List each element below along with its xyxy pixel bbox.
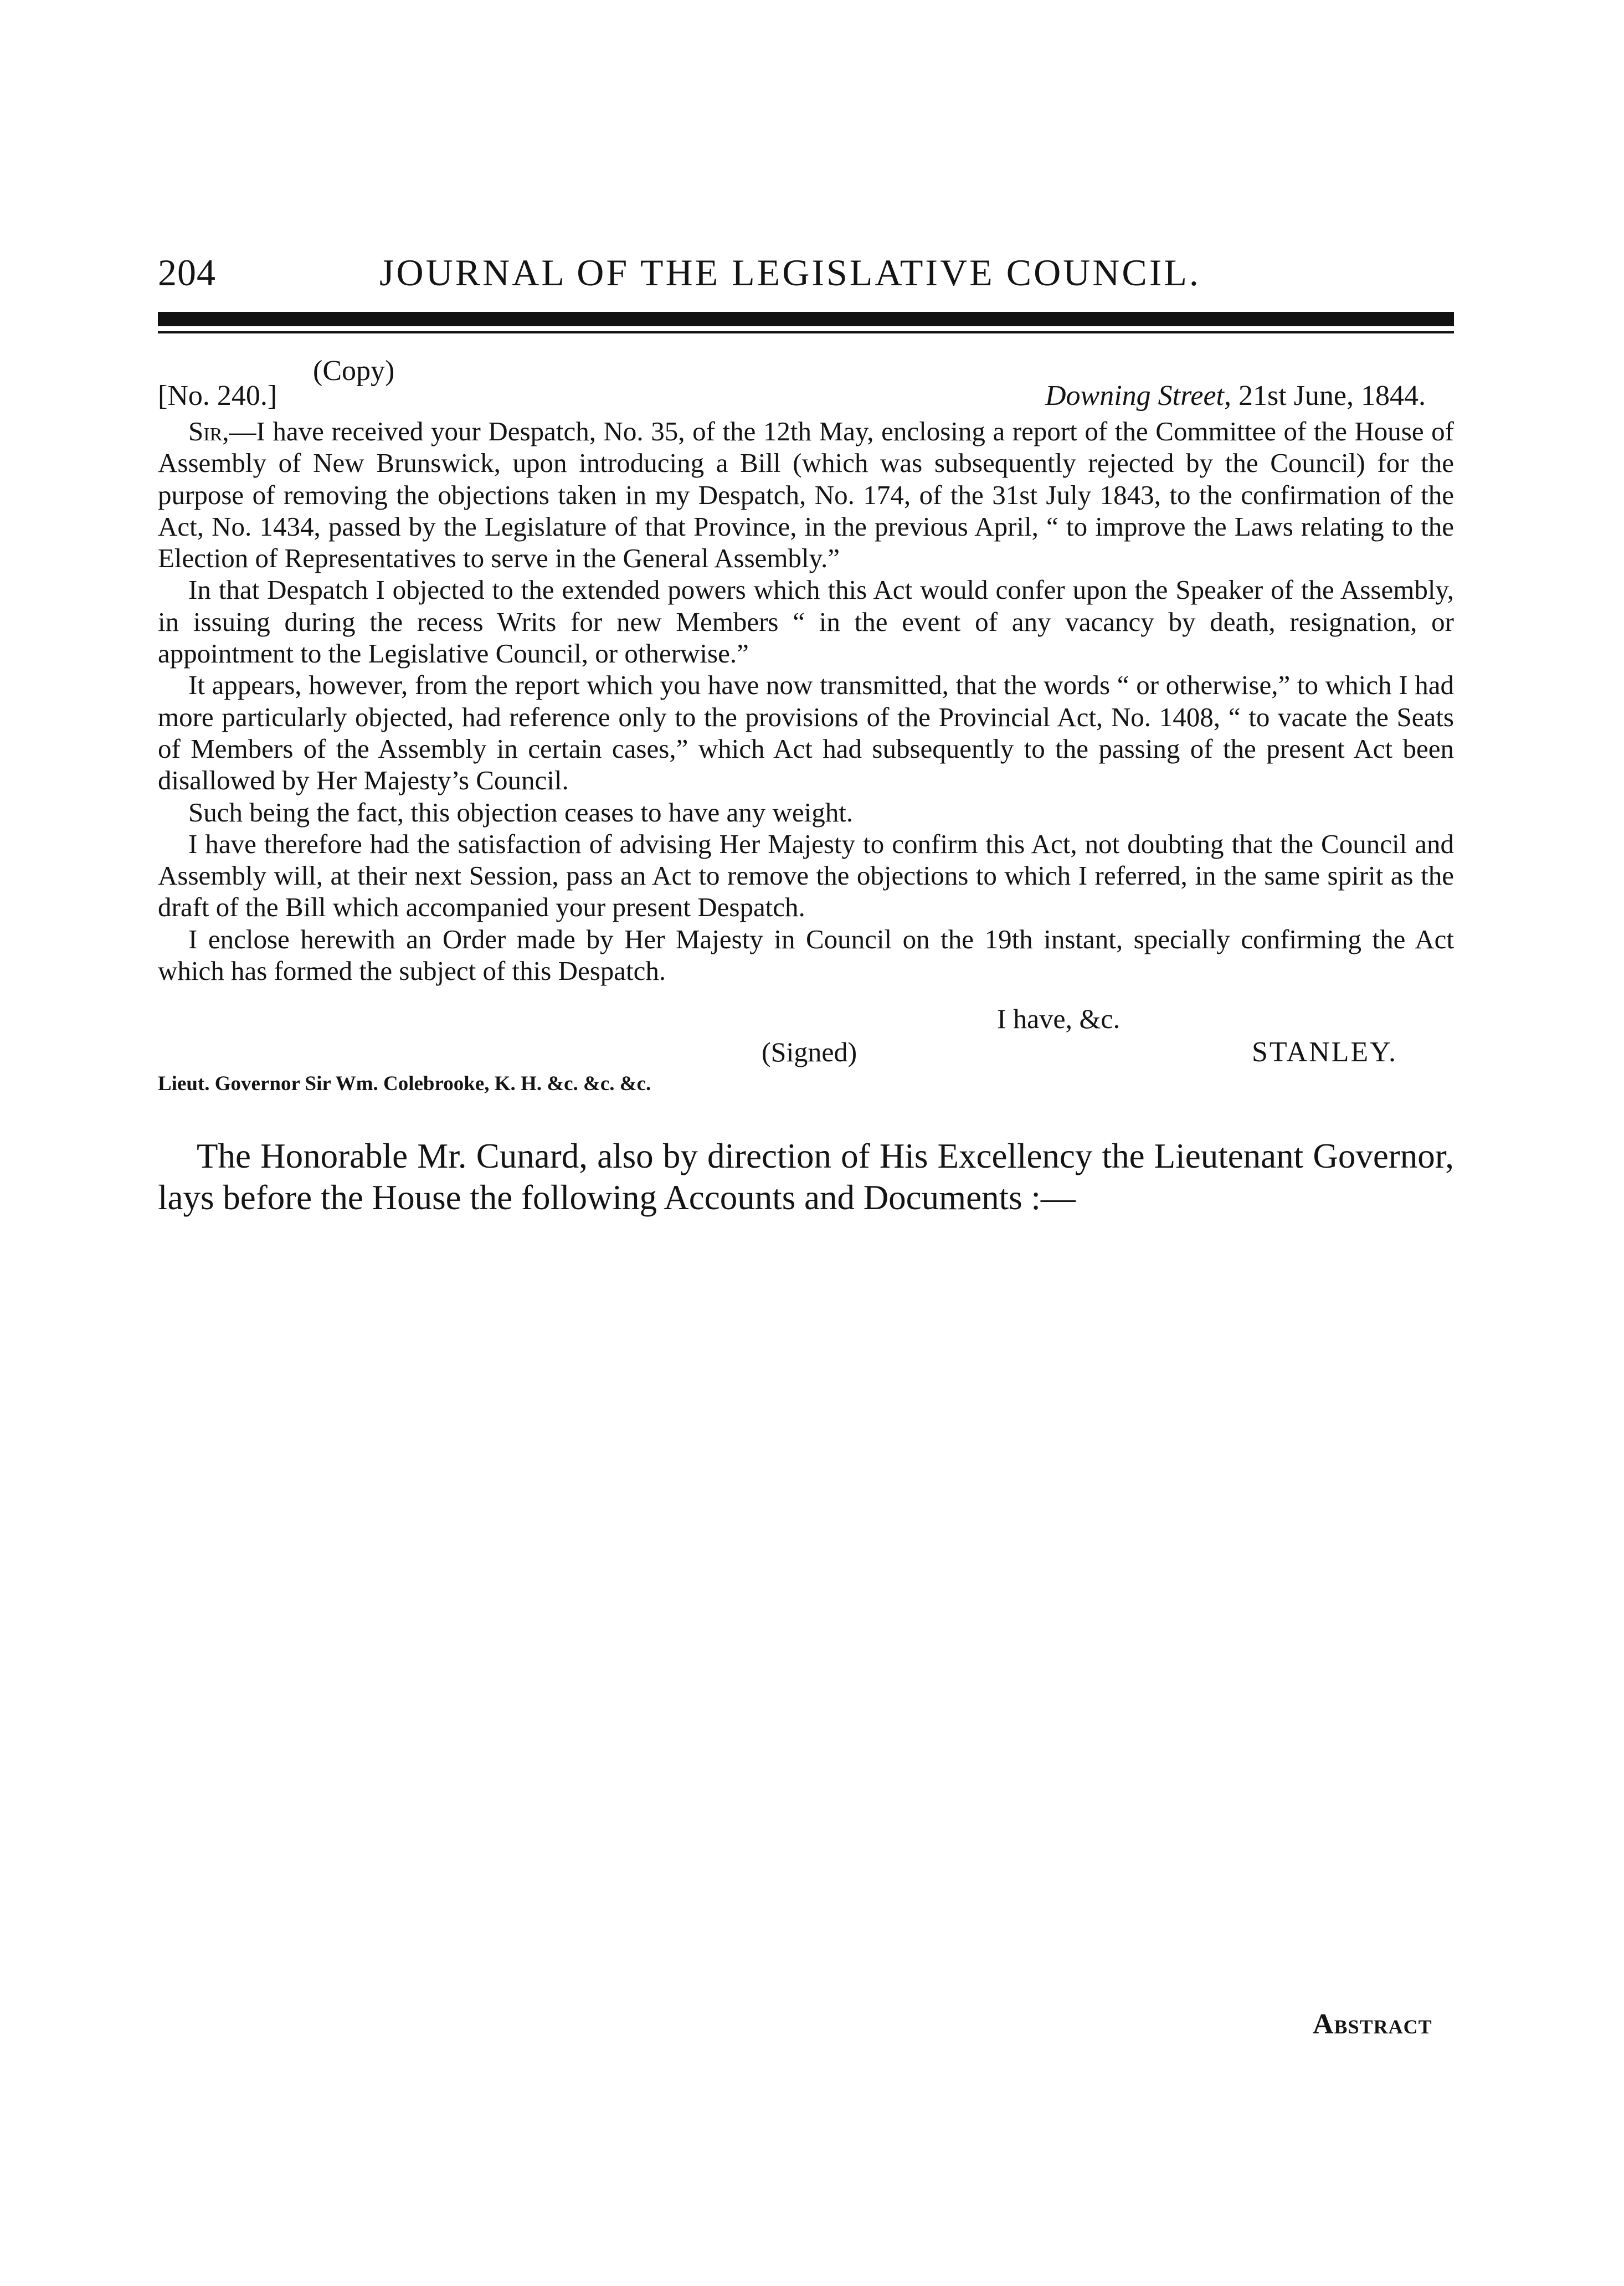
letter-paragraph: Such being the fact, this objection ceases to have any weight. (188, 797, 854, 828)
header-rule-thin (158, 331, 1454, 333)
letter-body (158, 415, 1454, 987)
dateline-date: , 21st June, 1844. (1224, 380, 1426, 412)
dateline (1045, 379, 1426, 412)
letter-paragraph: I have therefore had the satisfaction of advising Her Majesty to confirm this Act, not doubting that the Council and Assembly will, at their next Session, pass an Act to remove the objections to which I referred, in the same spirit as the draft of the Bill which accompanied your present Despatch. (158, 828, 1454, 923)
announcement-text: The Honorable Mr. Cunard, also by direction of His Excellency the Lieutenant Governor, lays before the House the following Accounts and Documents :— (158, 1137, 1454, 1217)
signed-label: (Signed) (762, 1036, 857, 1067)
signatory: STANLEY. (1252, 1036, 1398, 1068)
letter-paragraph: It appears, however, from the report which you have now transmitted, that the words “ or otherwise,” to which I had more particularly objected, had reference only to the provisions of the Provincial Act, No. 1408, “ to vacate the Seats of Members of the Assembly in certain cases,” which Act had subsequently to the passing of the present Act been disallowed by Her Majesty’s Council. (158, 670, 1454, 796)
salutation: Sir, (188, 416, 229, 446)
paragraph-text: —I have received your Despatch, No. 35, of the 12th May, enclosing a report of the Committee of the House of Assembly of New Brunswick, upon introducing a Bill (which was subsequently rejected by the Council) for the purpose of removing the objections taken in my Despatch, No. 174, of the 31st July 1843, to the confirmation of the Act, No. 1434, passed by the Legislature of that Province, in the previous April, “ to improve the Laws relating to the Election of Representatives to serve in the General Assembly.” (158, 416, 1454, 574)
letter-paragraph (158, 415, 1454, 574)
announcement (158, 1136, 1454, 1219)
running-title: JOURNAL OF THE LEGISLATIVE COUNCIL. (379, 251, 1201, 294)
page-number: 204 (158, 251, 216, 294)
letter-paragraph: In that Despatch I objected to the extended powers which this Act would confer upon the Speaker of the Assembly, in issuing during the recess Writs for new Members “ in the event of any vacancy by death, resignation, or appointment to the Legislative Council, or otherwise.” (158, 574, 1454, 669)
addressee: Lieut. Governor Sir Wm. Colebrooke, K. H. &c. &c. &c. (158, 1072, 651, 1095)
dateline-place: Downing Street (1045, 380, 1224, 412)
copy-label: (Copy) (313, 355, 395, 387)
catchword: Abstract (1313, 2008, 1432, 2040)
page-header (158, 241, 1454, 307)
header-rule-thick (158, 312, 1454, 326)
despatch-number: [No. 240.] (158, 380, 277, 412)
closing: I have, &c. (997, 1003, 1121, 1034)
letter-paragraph: I enclose herewith an Order made by Her Majesty in Council on the 19th instant, specially confirming the Act which has formed the subject of this Despatch. (158, 923, 1454, 987)
